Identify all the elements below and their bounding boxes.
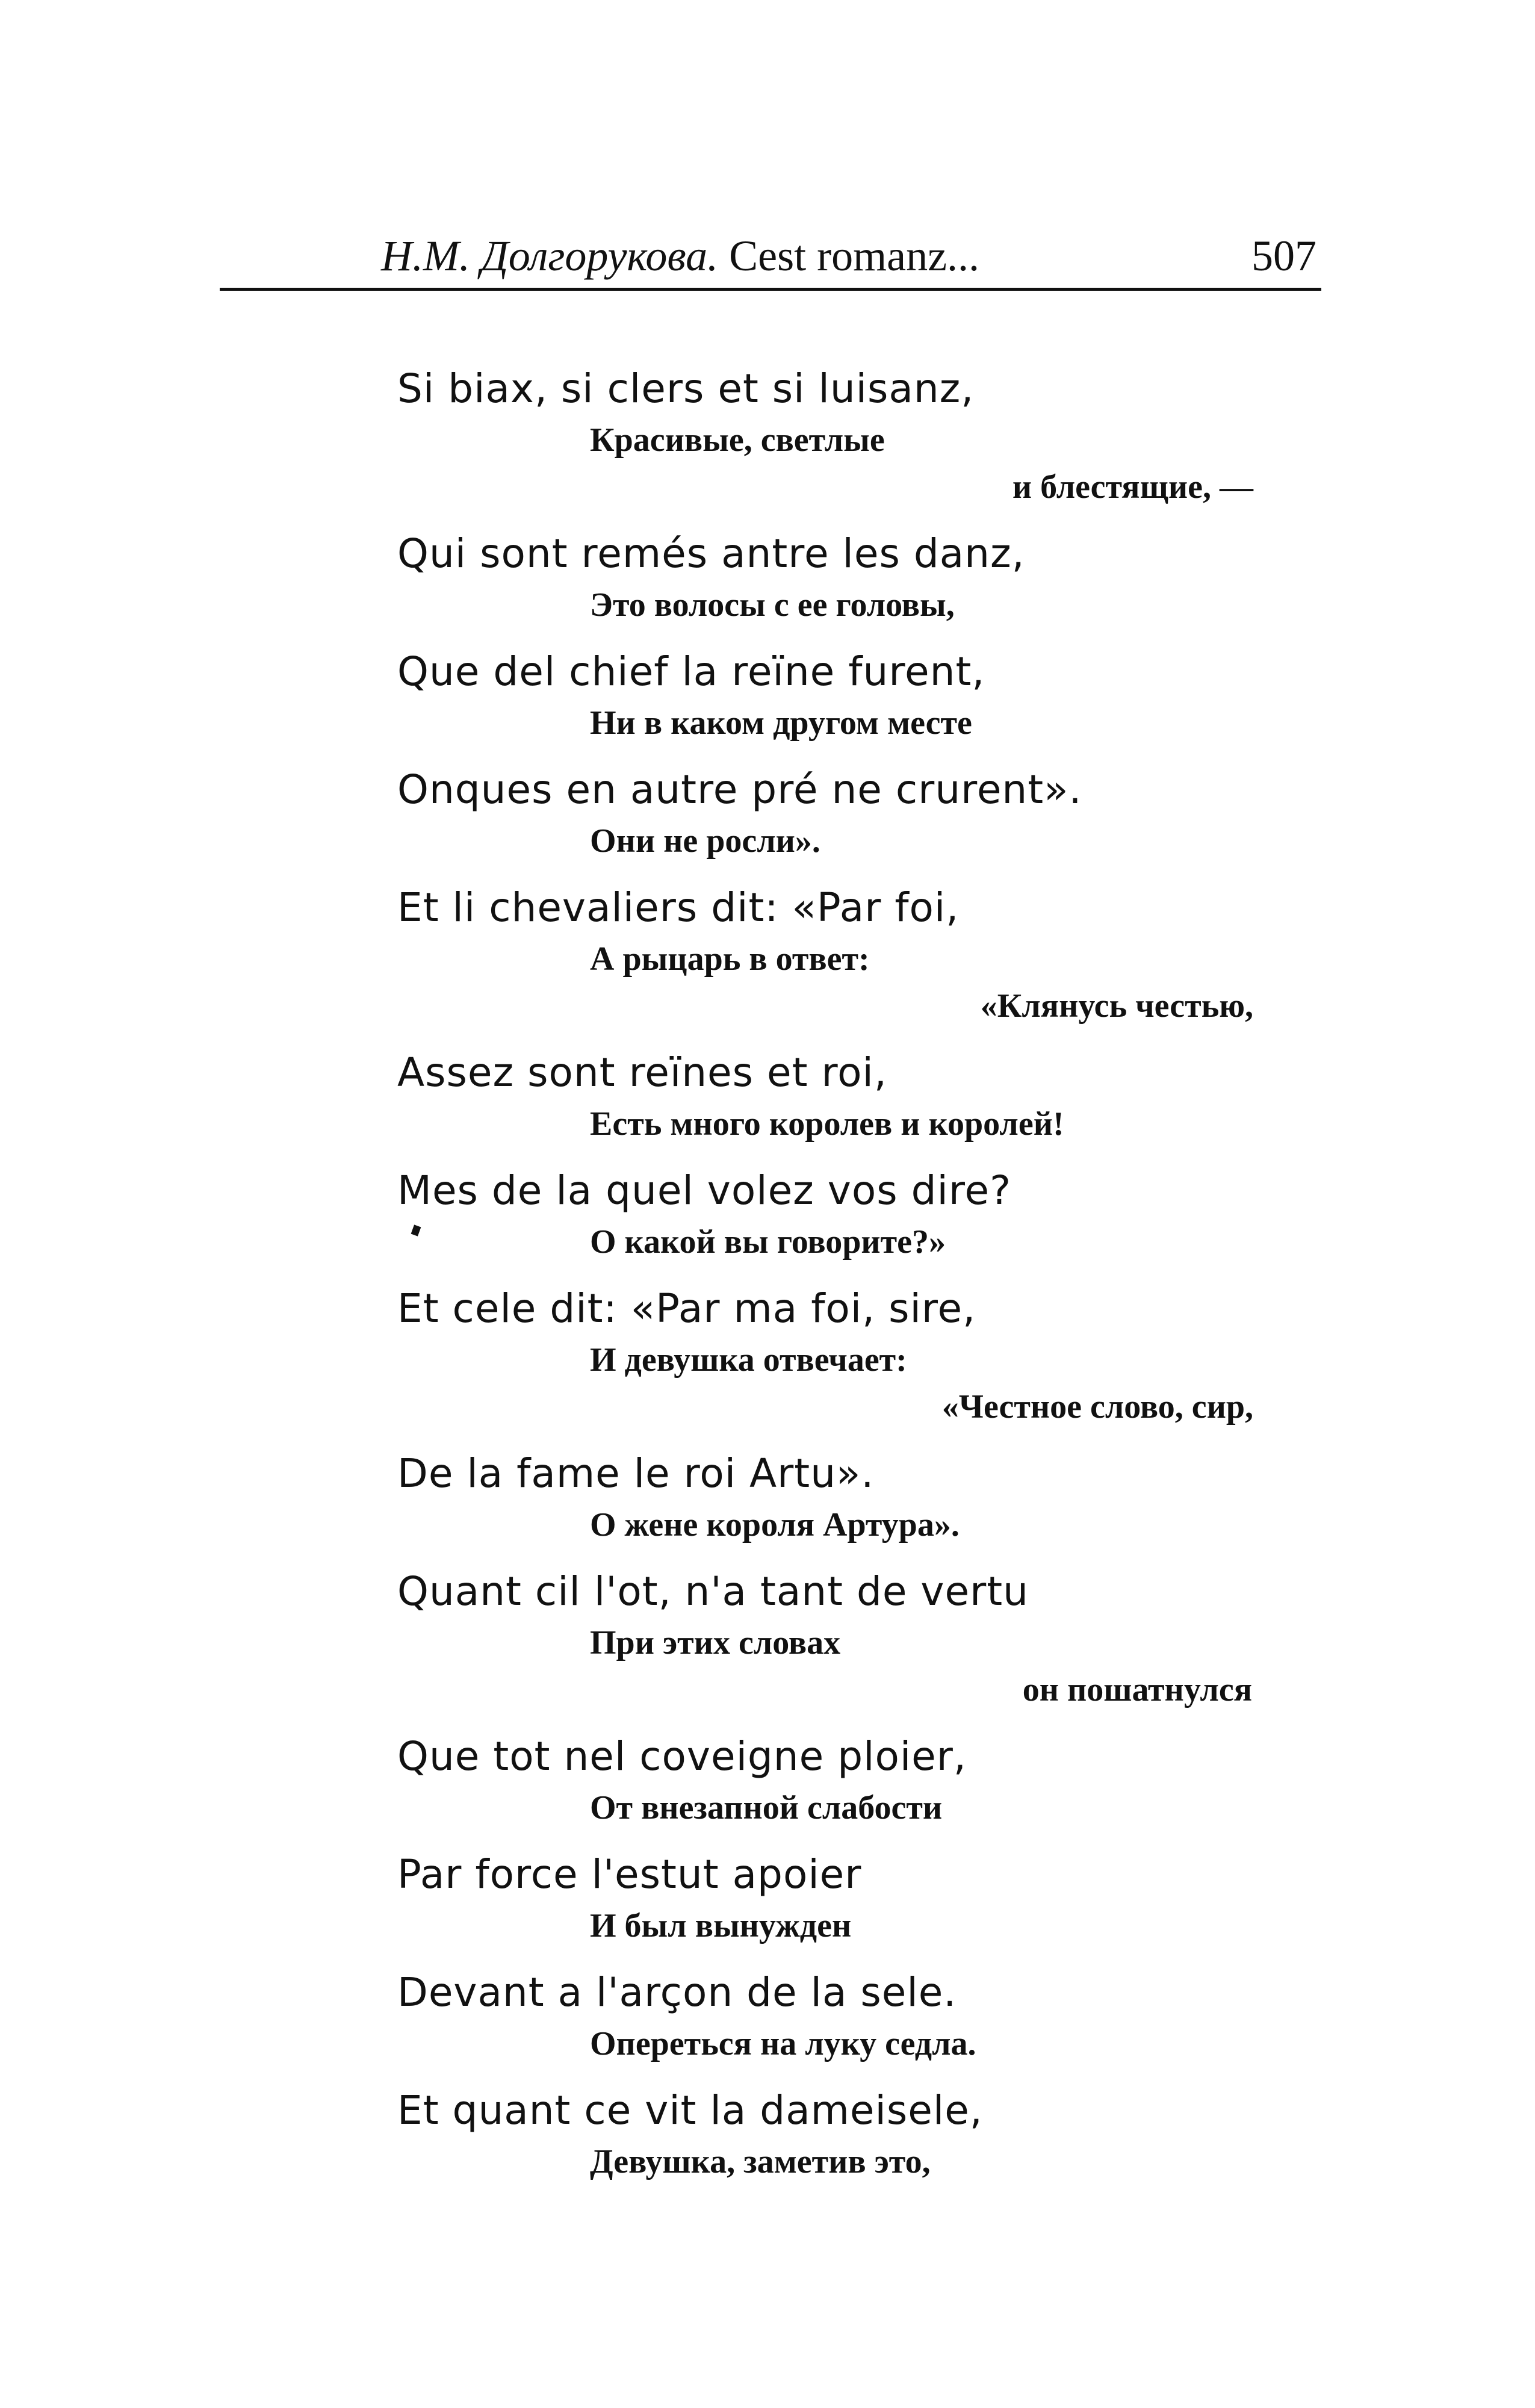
stanza — [397, 762, 1300, 864]
poem-text — [397, 361, 1300, 2201]
russian-translation-line: О жене короля Артура». — [590, 1506, 960, 1544]
russian-translation-continuation: и блестящие, — — [1012, 468, 1253, 506]
russian-translation-line: Есть много королев и королей! — [590, 1105, 1064, 1143]
russian-translation-line: Это волосы с ее головы, — [590, 586, 955, 624]
old-french-line: De la fame le roi Artu». — [397, 1450, 875, 1497]
stanza — [397, 526, 1300, 628]
stanza — [397, 880, 1300, 1029]
stanza — [397, 1847, 1300, 1949]
stanza — [397, 644, 1300, 746]
header-work-title: Cest romanz... — [729, 232, 980, 280]
russian-translation-line: О какой вы говорите?» — [590, 1223, 946, 1261]
old-french-line: Assez sont reïnes et roi, — [397, 1049, 887, 1096]
header-author: Н.М. Долгорукова. — [380, 232, 719, 280]
russian-translation-line: И был вынужден — [590, 1907, 852, 1944]
old-french-line: Par force l'estut apoier — [397, 1851, 862, 1898]
russian-translation-line: И девушка отвечает: — [590, 1341, 907, 1379]
running-header — [220, 223, 1321, 289]
stanza — [397, 2083, 1300, 2185]
stanza — [397, 1281, 1300, 1430]
russian-translation-line: При этих словах — [590, 1624, 841, 1662]
russian-translation-line: От внезапной слабости — [590, 1789, 943, 1826]
stanza — [397, 1163, 1300, 1265]
russian-translation-line: А рыцарь в ответ: — [590, 940, 870, 978]
stanza — [397, 1729, 1300, 1831]
old-french-line: Devant a l'arçon de la sele. — [397, 1969, 957, 2015]
old-french-line: Quant cil l'ot, n'a tant de vertu — [397, 1568, 1029, 1615]
old-french-line: Et cele dit: «Par ma foi, sire, — [397, 1285, 976, 1332]
russian-translation-line: Ни в каком другом месте — [590, 704, 972, 742]
old-french-line: Si biax, si clers et si luisanz, — [397, 365, 975, 412]
russian-translation-line: Красивые, светлые — [590, 421, 885, 459]
old-french-line: Onques en autre pré ne crurent». — [397, 766, 1082, 813]
stanza — [397, 1564, 1300, 1713]
russian-translation-continuation: «Честное слово, сир, — [941, 1388, 1253, 1426]
page-number: 507 — [1251, 232, 1316, 280]
running-title — [220, 229, 1141, 283]
old-french-line: Et quant ce vit la dameisele, — [397, 2087, 983, 2133]
russian-translation-line: Опереться на луку седла. — [590, 2025, 976, 2062]
russian-translation-continuation: «Клянусь честью, — [980, 987, 1253, 1025]
stanza — [397, 361, 1300, 510]
old-french-line: Qui sont remés antre les danz, — [397, 530, 1025, 577]
stanza — [397, 1446, 1300, 1548]
old-french-line: Et li chevaliers dit: «Par foi, — [397, 884, 960, 931]
russian-translation-continuation: он пошатнулся — [1022, 1671, 1252, 1708]
header-rule — [220, 288, 1321, 291]
stanza — [397, 1965, 1300, 2067]
old-french-line: Que del chief la reïne furent, — [397, 648, 985, 695]
old-french-line: Que tot nel coveigne ploier, — [397, 1733, 967, 1780]
old-french-line: Mes de la quel volez vos dire? — [397, 1167, 1012, 1214]
stanza — [397, 1045, 1300, 1147]
russian-translation-line: Девушка, заметив это, — [590, 2143, 931, 2180]
russian-translation-line: Они не росли». — [590, 822, 820, 860]
